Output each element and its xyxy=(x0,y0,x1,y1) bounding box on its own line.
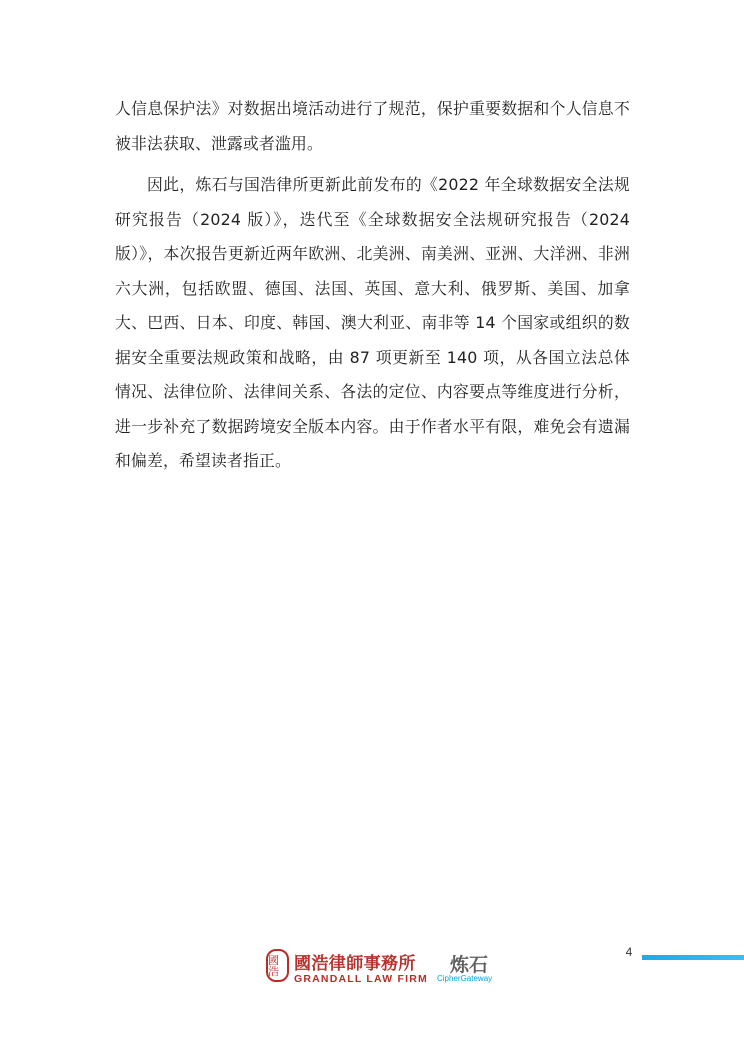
main-content xyxy=(115,92,630,479)
page-number: 4 xyxy=(625,945,633,959)
firm-name-english: GRANDALL LAW FIRM xyxy=(294,973,428,985)
partner-name-english: CipherGateway xyxy=(437,974,493,983)
firm-name-chinese: 國浩律師事務所 xyxy=(294,954,416,974)
paragraph-report-update: 因此，炼石与国浩律所更新此前发布的《2022 年全球数据安全法规研究报告（2024 版）》，迭代至《全球数据安全法规研究报告（2024 版）》，本次报告更新近两年欧洲、北美洲、南美洲、亚洲、大洋洲、非洲六大洲，包括欧盟、德国、法国、英国、意大利、俄罗斯、美国、加拿大、巴西、日本、印度、韩国、澳大利亚、南非等 14 个国家或组织的数据安全重要法规政策和战略，由 87 项更新至 140 项，从各国立法总体情况、法律位阶、法律间关系、各法的定位、内容要点等维度进行分析，进一步补充了数据跨境安全版本内容。由于作者水平有限，难免会有遗漏和偏差，希望读者指正。 xyxy=(115,175,630,470)
page-accent-bar xyxy=(642,955,744,960)
seal-text: 國浩 xyxy=(268,953,279,978)
partner-name-chinese: 炼石 xyxy=(450,954,489,976)
paragraph-continuation: 人信息保护法》对数据出境活动进行了规范，保护重要数据和个人信息不被非法获取、泄露或者滥用。 xyxy=(115,99,630,153)
grandall-seal-logo xyxy=(266,949,289,982)
page-footer xyxy=(0,940,744,1000)
